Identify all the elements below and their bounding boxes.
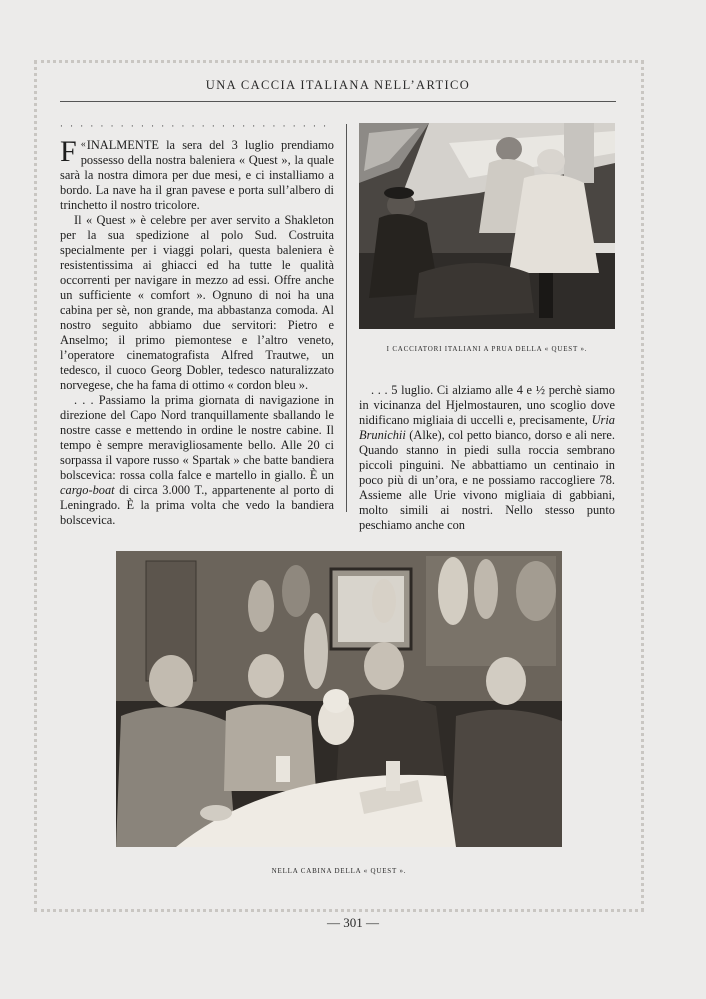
paragraph-4-text-a: . . . 5 luglio. Ci alziamo alle 4 e ½ perchè siamo in vicinanza del Hjelmostauren, uno scoglio dove nidificano migliaia di uccelli e, precisamente, [359,383,615,427]
opening-quote: « [80,139,86,150]
photo-2-caption: NELLA CABINA DELLA « QUEST ». [271,867,407,875]
drop-cap: F [60,135,77,168]
photo-1-caption: I CACCIATORI ITALIANI A PRUA DELLA « QUEST ». [386,345,588,353]
hunters-photo-illustration [359,123,615,329]
paragraph-3-text-a: . . . Passiamo la prima giornata di navigazione in direzione del Capo Nord tranquillamente sballando le nostre casse e mettendo in ordine le nostre cabine. Il tempo è sempre meravigliosamente bello. Alle 20 ci sorpassa il vapore russo « Spartak » che batte bandiera bolscevica: rossa colla falce e martello in giallo. È un [60,393,334,482]
cabin-photo-illustration [116,551,562,847]
paragraph-4-text-b: (Alke), col petto bianco, dorso e ali nere. Quando stanno in piedi sulla roccia sembrano piccoli pinguini. Ne abbattiamo un centinaio in poco più di un’ora, e ne possiamo raccogliere 78. Assieme alle Urie vivono migliaia di gabbiani, molto simili ai nostri. Nello stesso punto peschiamo anche con [359,428,615,532]
hunters-at-bow-photo [359,123,615,329]
paragraph-3-emphasis: cargo-boat [60,483,115,497]
column-divider [346,124,347,512]
left-column [60,137,334,528]
paragraph-2: Il « Quest » è celebre per aver servito a Shakleton per la sua spedizione al polo Sud. Costruita specialmente per i viaggi polari, questa baleniera è resistentissima ai ghiacci ed ha tutte le qualità occorrenti per navigare in mezzo ad essi. Offre anche un sufficiente « comfort ». Ognuno di noi ha una cabina per sè, non grande, ma abbastanza comoda. Al nostro seguito abbiamo due servitori: Pietro e Anselmo; il primo piemontese e l’altro veneto, l’operatore cinematografista Alfred Trautwe, un tedesco, il cuoco Georg Dobler, tedesco naturalizzato norvegese, che ha fama di ottimo « cordon bleu ». [60,213,334,392]
right-column [359,383,615,533]
quest-cabin-photo [116,551,562,847]
paragraph-4 [359,383,615,533]
paragraph-3 [60,393,334,528]
paragraph-1 [60,137,334,213]
running-header: UNA CACCIA ITALIANA NELL’ARTICO [205,78,471,92]
paragraph-4-emphasis: Uria Brunichii [359,413,615,442]
header-rule [60,101,616,102]
paragraph-3-text-b: di circa 3.000 T., appartenente al porto di Leningrado. È la prima volta che vedo la bandiera bolscevica. [60,483,334,527]
page-number: — 301 — [327,915,379,930]
section-ornament: · · · · · · · · · · · · · · · · · · · · · · · · · · · [60,122,329,132]
paragraph-1-text: INALMENTE la sera del 3 luglio prendiamo possesso della nostra baleniera « Quest », la quale sarà la nostra dimora per due mesi, e ci installiamo a bordo. La nave ha il gran pavese e porta sull’albero di trinchetto il nostro tricolore. [60,138,334,212]
